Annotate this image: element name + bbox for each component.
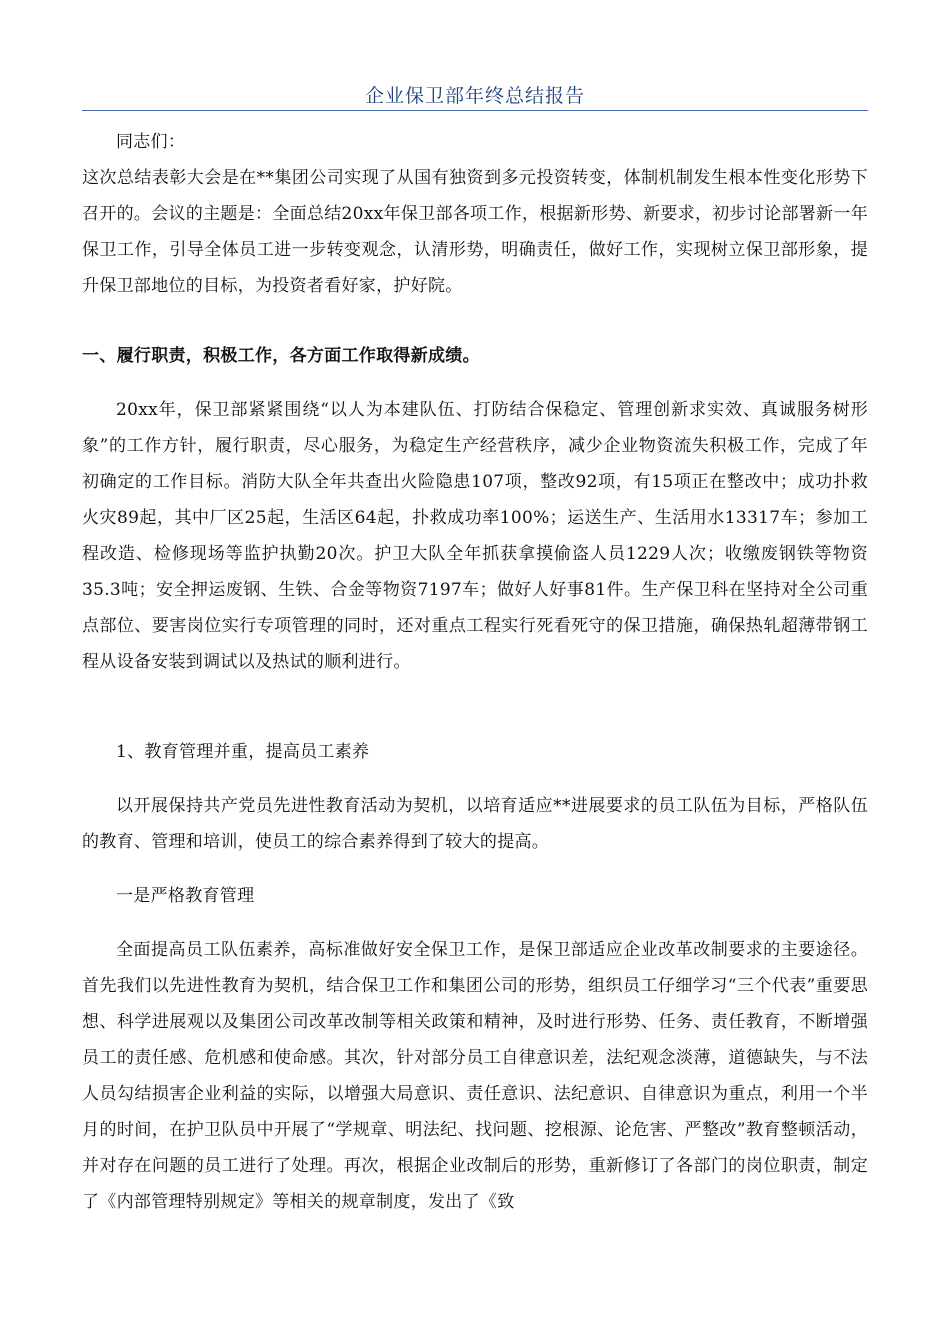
section-1-paragraph: 20xx年，保卫部紧紧围绕“以人为本建队伍、打防结合保稳定、管理创新求实效、真诚服务树形象”的工作方针，履行职责，尽心服务，为稳定生产经营秩序，减少企业物资流失积极工作，完成了年初确定的工作目标。消防大队全年共查出火险隐患107项，整改92项，有15项正在整改中；成功扑救火灾89起，其中厂区25起，生活区64起，扑救成功率100%；运送生产、生活用水13317车；参加工程改造、检修现场等监护执勤20次。护卫大队全年抓获拿摸偷盗人员1229人次；收缴废钢铁等物资35.3吨；安全押运废钢、生铁、合金等物资7197车；做好人好事81件。生产保卫科在坚持对全公司重点部位、要害岗位实行专项管理的同时，还对重点工程实行死看死守的保卫措施，确保热轧超薄带钢工程从设备安装到调试以及热试的顺利进行。 [82, 400, 868, 672]
intro-paragraph: 这次总结表彰大会是在**集团公司实现了从国有独资到多元投资转变，体制机制发生根本性变化形势下召开的。会议的主题是：全面总结20xx年保卫部各项工作，根据新形势、新要求，初步讨论部署新一年保卫工作，引导全体员工进一步转变观念，认清形势，明确责任，做好工作，实现树立保卫部形象，提升保卫部地位的目标，为投资者看好家，护好院。 [82, 168, 868, 296]
section-1-heading: 一、履行职责，积极工作，各方面工作取得新成绩。 [82, 346, 480, 366]
subsection-1a-heading: 一是严格教育管理 [116, 886, 255, 906]
subsection-1-heading: 1、教育管理并重，提高员工素养 [116, 742, 370, 762]
subsection-1a-paragraph: 全面提高员工队伍素养，高标准做好安全保卫工作，是保卫部适应企业改革改制要求的主要途径。首先我们以先进性教育为契机，结合保卫工作和集团公司的形势，组织员工仔细学习“三个代表”重要思想、科学进展观以及集团公司改革改制等相关政策和精神，及时进行形势、任务、责任教育，不断增强员工的责任感、危机感和使命感。其次，针对部分员工自律意识差，法纪观念淡薄，道德缺失，与不法人员勾结损害企业利益的实际，以增强大局意识、责任意识、法纪意识、自律意识为重点，利用一个半月的时间，在护卫队员中开展了“学规章、明法纪、找问题、挖根源、论危害、严整改”教育整顿活动，并对存在问题的员工进行了处理。再次，根据企业改制后的形势，重新修订了各部门的岗位职责，制定了《内部管理特别规定》等相关的规章制度，发出了《致 [82, 940, 868, 1212]
document-title: 企业保卫部年终总结报告 [364, 85, 585, 107]
salutation: 同志们： [116, 132, 186, 152]
title-divider [82, 110, 868, 111]
subsection-1-paragraph: 以开展保持共产党员先进性教育活动为契机，以培育适应**进展要求的员工队伍为目标，严格队伍的教育、管理和培训，使员工的综合素养得到了较大的提高。 [82, 796, 868, 852]
